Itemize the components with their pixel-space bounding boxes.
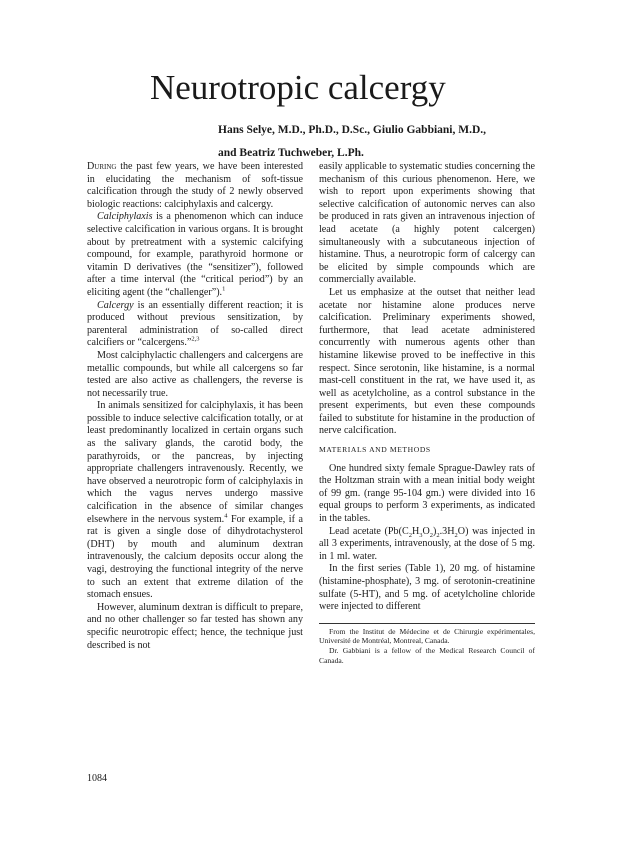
- formula-part: Lead acetate (Pb(C: [329, 525, 409, 537]
- paragraph-calciphylaxis-text: is a phenomenon which can induce selective calcification in various organs. It is brought about by pretreatment with a systemic calcifying compound, for example, parathyroid hormone or vitamin D derivatives (the “sensitizer”), followed after a time interval (the “critical period”) by an eliciting agent (the “challenger”).: [87, 211, 303, 298]
- ref-1: 1: [222, 285, 226, 293]
- paragraph-rats: One hundred sixty female Sprague-Dawley rats of the Holtzman strain with a mean initial body weight of 99 gm. (range 95-104 gm.) were divided into 16 equal groups to perform 3 experiments, as indicated in the tables.: [319, 462, 535, 525]
- paragraph-calcergy: [87, 300, 303, 350]
- paragraph-lead-acetate: [319, 526, 535, 564]
- formula-subscript: 2: [436, 531, 440, 539]
- paragraph-lead-acetate-text: O) was injected in all 3 experiments, intravenously, at the dose of 5 mg. in 1 ml. water.: [319, 525, 535, 562]
- term-calcergy: Calcergy: [97, 299, 134, 311]
- paragraph-emphasis: Let us emphasize at the outset that neither lead acetate nor histamine alone produces nerve calcification. Preliminary experiments showed, furthermore, that lead acetate administered concurrently with numerous agents other than histamine likewise proved to be ineffective in this respect. Since serotonin, like histamine, is a normal mast-cell constituent in the rat, we have used it, as well as acetylcholine, as a control substance in the present experiments, but even these compounds failed to substitute for histamine in the production of nerve calcification.: [319, 286, 535, 437]
- paragraph-first-series: In the first series (Table 1), 20 mg. of histamine (histamine-phosphate), 3 mg. of serotonin-creatinine sulfate (5-HT), and 5 mg. of acetylcholine chloride were injected to different: [319, 563, 535, 613]
- formula-part: ): [433, 525, 437, 537]
- paragraph-intro: [87, 161, 303, 211]
- paragraph-neurotropic-text-b: For example, if a rat is given a single dose of dihydrotachysterol (DHT) by mouth and aluminum dextran intravenously, the calcium deposits occur along the vagi, destroying the functional integrity of the nerve to such an extent that extreme dilation of the stomach ensues.: [87, 513, 303, 601]
- section-heading-methods: MATERIALS AND METHODS: [319, 445, 431, 455]
- formula-part: .3H: [439, 525, 455, 537]
- formula-part: O: [422, 525, 430, 537]
- term-calciphylaxis: Calciphylaxis: [97, 211, 153, 223]
- dropword: During: [87, 161, 117, 172]
- ref-2-3: 2,3: [191, 335, 200, 343]
- footnote-rule: [319, 623, 535, 624]
- formula-subscript: 2: [429, 531, 434, 539]
- formula-subscript: 3: [419, 531, 423, 539]
- authors-line-2: and Beatriz Tuchweber, L.Ph.: [218, 147, 364, 159]
- footnote-fellowship: Dr. Gabbiani is a fellow of the Medical Research Council of Canada.: [319, 645, 535, 665]
- page-number: 1084: [87, 773, 107, 784]
- formula-subscript: 2: [454, 531, 458, 539]
- formula-subscript: 2: [408, 531, 412, 539]
- authors-line-1: Hans Selye, M.D., Ph.D., D.Sc., Giulio Gabbiani, M.D.,: [218, 124, 487, 136]
- paragraph-neurotropic-text-a: In animals sensitized for calciphylaxis, it has been possible to induce selective calcification totally, or at least predominantly localized in certain organs such as the salivary glands, the carotid body, the parathyroids, or the pancreas, by injecting appropriate challengers intravenously. Recently, we have observed a neurotropic form of calciphylaxis in which the vagus nerves undergo massive calcification in the absence of similar changes elsewhere in the nervous system.: [87, 400, 303, 525]
- paragraph-continuation: easily applicable to systematic studies concerning the mechanism of this curious phenomenon. Here, we wish to report upon experiments showing that selective calcification of autonomic nerves can also be produced in rats given an intravenous injection of lead acetate (a highly potent calcergen) simultaneously with a subcutaneous injection of histamine. Thus, a neurotropic form of calcergy can be elicited by simple compounds which are commercially available.: [319, 161, 535, 286]
- paragraph-neurotropic: [87, 400, 303, 602]
- footnote-affiliation: From the Institut de Médecine et de Chirurgie expérimentales, Université de Montréal, Montreal, Canada.: [319, 626, 535, 646]
- paragraph-calcergy-text: is an essentially different reaction; it is produced without previous sensitization, by parenteral administration of so-called direct calcifiers or “calcergens.”: [87, 299, 303, 349]
- right-column: [319, 161, 535, 665]
- paragraph-calciphylaxis: [87, 211, 303, 299]
- ref-4: 4: [224, 512, 228, 520]
- paragraph-intro-text: the past few years, we have been interested in elucidating the mechanism of soft-tissue calcification through the study of 2 newly observed biologic reactions: calciphylaxis and calcergy.: [87, 161, 303, 210]
- formula-part: H: [411, 525, 420, 537]
- paragraph-aluminum: However, aluminum dextran is difficult to prepare, and no other challenger so far tested has shown any specific neurotropic effect; hence, the technique just described is not: [87, 601, 303, 651]
- left-column: [87, 161, 303, 652]
- article-title: Neurotropic calcergy: [150, 68, 446, 107]
- paragraph-challengers: Most calciphylactic challengers and calcergens are metallic compounds, but while all calcergens so far tested are also active as challengers, the reverse is not necessarily true.: [87, 349, 303, 399]
